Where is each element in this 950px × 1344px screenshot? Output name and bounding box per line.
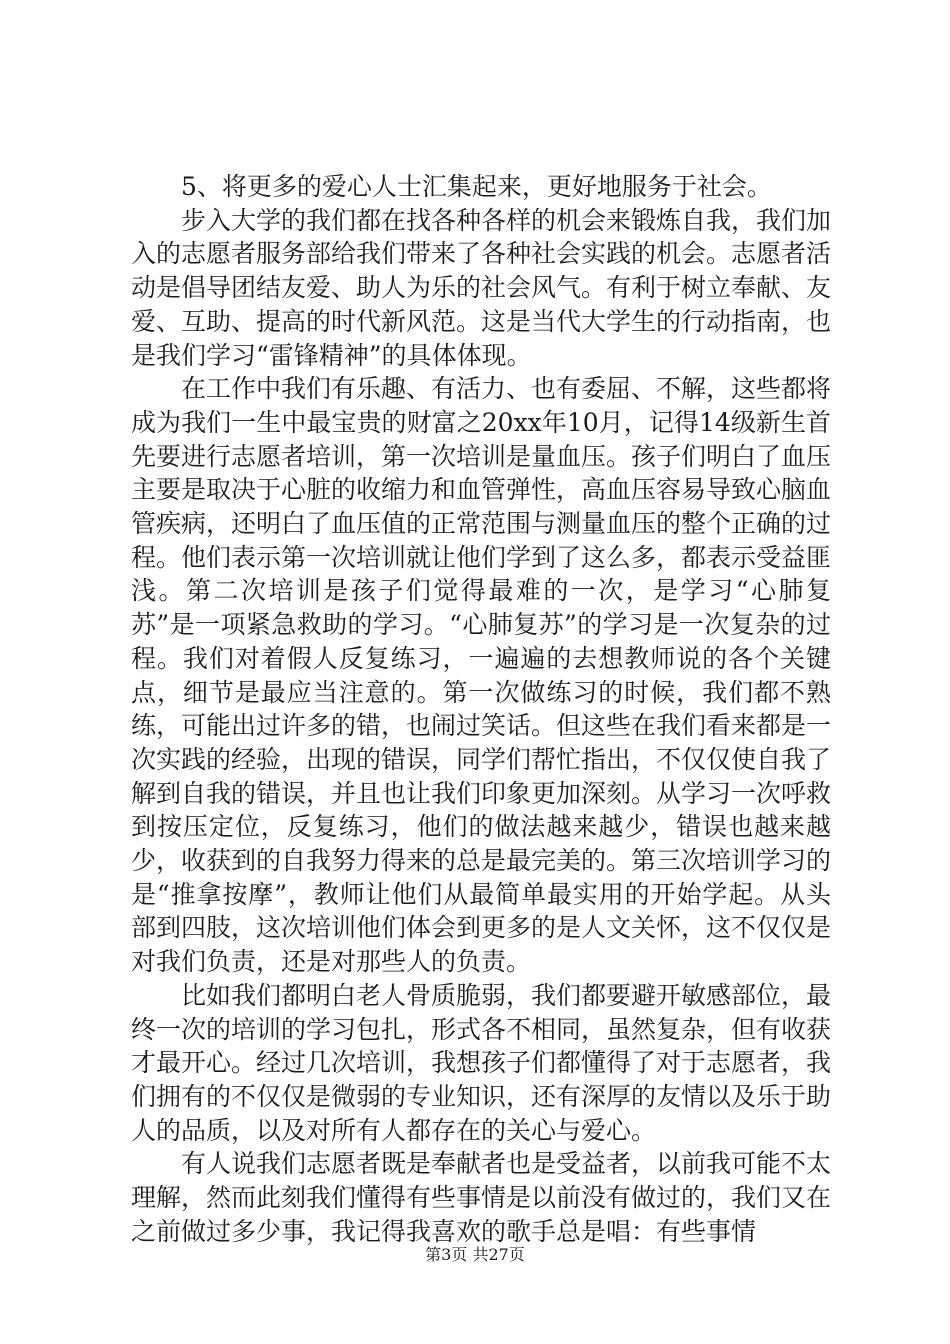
paragraph-2: 步入大学的我们都在找各种各样的机会来锻炼自我，我们加入的志愿者服务部给我们带来了各种社会实践的机会。志愿者活动是倡导团结友爱、助人为乐的社会风气。有利于树立奉献、友爱、互助、提高的时代新风范。这是当代大学生的行动指南，也是我们学习“雷锋精神”的具体体现。 <box>131 205 832 370</box>
paragraph-4: 比如我们都明白老人骨质脆弱，我们都要避开敏感部位，最终一次的培训的学习包扎，形式各不相同，虽然复杂，但有收获才最开心。经过几次培训，我想孩子们都懂得了对于志愿者，我们拥有的不仅仅是微弱的专业知识，还有深厚的友情以及乐于助人的品质，以及对所有人都存在的关心与爱心。 <box>131 980 832 1145</box>
paragraph-1: 5、将更多的爱心人士汇集起来，更好地服务于社会。 <box>181 172 772 201</box>
paragraph-5: 有人说我们志愿者既是奉献者也是受益者，以前我可能不太理解，然而此刻我们懂得有些事情是以前没有做过的，我们又在之前做过多少事，我记得我喜欢的歌手总是唱：有些事情 <box>131 1149 832 1246</box>
document-body <box>131 170 831 1249</box>
page-number-footer: 第3页 共27页 <box>425 1245 525 1264</box>
paragraph-3: 在工作中我们有乐趣、有活力、也有委屈、不解，这些都将成为我们一生中最宝贵的财富之20xx年10月，记得14级新生首先要进行志愿者培训，第一次培训是量血压。孩子们明白了血压主要是取决于心脏的收缩力和血管弹性，高血压容易导致心脑血管疾病，还明白了血压值的正常范围与测量血压的整个正确的过程。他们表示第一次培训就让他们学到了这么多，都表示受益匪浅。第二次培训是孩子们觉得最难的一次，是学习“心肺复苏”是一项紧急救助的学习。“心肺复苏”的学习是一次复杂的过程。我们对着假人反复练习，一遍遍的去想教师说的各个关键点，细节是最应当注意的。第一次做练习的时候，我们都不熟练，可能出过许多的错，也闹过笑话。但这些在我们看来都是一次实践的经验，出现的错误，同学们帮忙指出，不仅仅使自我了解到自我的错误，并且也让我们印象更加深刻。从学习一次呼救到按压定位，反复练习，他们的做法越来越少，错误也越来越少，收获到的自我努力得来的总是最完美的。第三次培训学习的是“推拿按摩”，教师让他们从最简单最实用的开始学起。从头部到四肢，这次培训他们体会到更多的是人文关怀，这不仅仅是对我们负责，还是对那些人的负责。 <box>131 374 832 977</box>
